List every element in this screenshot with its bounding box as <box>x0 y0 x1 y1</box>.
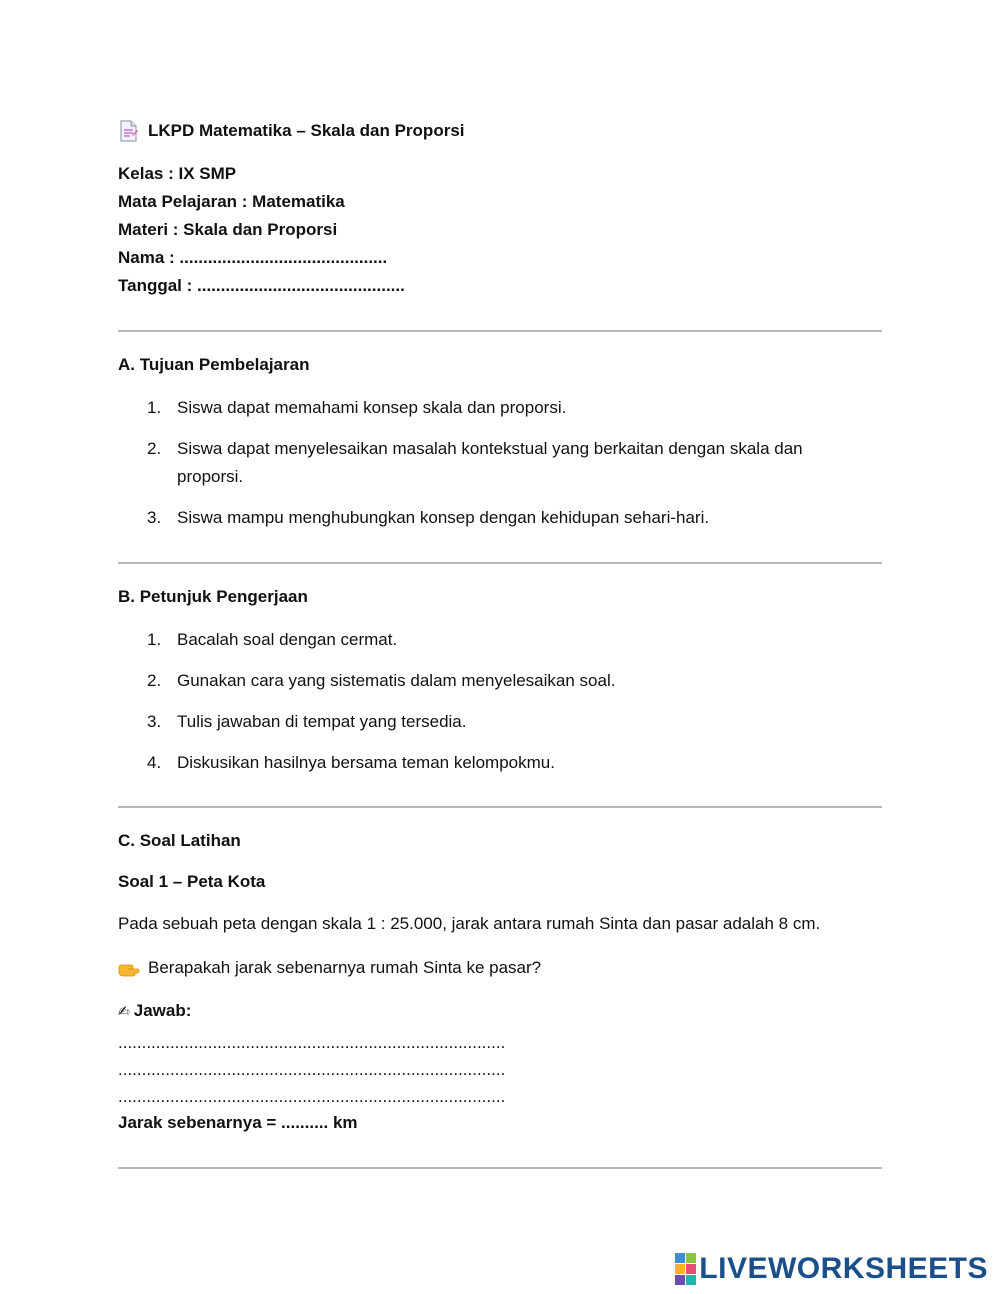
document-icon <box>118 120 138 142</box>
divider <box>118 562 882 564</box>
question-1-text: Berapakah jarak sebenarnya rumah Sinta ke pasar? <box>148 958 542 977</box>
section-c-heading: C. Soal Latihan <box>118 831 241 850</box>
logo-text: LIVEWORKSHEETS <box>699 1252 988 1285</box>
date-field[interactable]: Tanggal : ............................................ <box>118 276 405 295</box>
pointing-hand-icon <box>118 955 140 983</box>
liveworksheets-logo <box>675 1252 988 1286</box>
answer-label: Jawab: <box>133 1001 192 1020</box>
list-item: 4. Diskusikan hasilnya bersama teman kelompokmu. <box>147 753 555 772</box>
subject-field: Mata Pelajaran : Matematika <box>118 192 345 211</box>
learning-objectives-list <box>118 394 858 545</box>
list-item: 3. Siswa mampu menghubungkan konsep dengan kehidupan sehari-hari. <box>147 508 710 527</box>
divider <box>118 1167 882 1169</box>
class-field: Kelas : IX SMP <box>118 164 237 183</box>
logo-mark <box>675 1253 696 1285</box>
answer-line[interactable]: .................................................................................. <box>118 1033 506 1052</box>
answer-line[interactable]: .................................................................................. <box>118 1060 506 1079</box>
student-info <box>118 160 405 300</box>
answer-label-row <box>118 997 191 1025</box>
section-a-heading: A. Tujuan Pembelajaran <box>118 355 310 374</box>
answer-line[interactable]: .................................................................................. <box>118 1087 506 1106</box>
divider <box>118 806 882 808</box>
result-line[interactable]: Jarak sebenarnya = .......... km <box>118 1113 358 1132</box>
list-item: 2. Gunakan cara yang sistematis dalam menyelesaikan soal. <box>147 671 616 690</box>
list-item: 2. Siswa dapat menyelesaikan masalah kontekstual yang berkaitan dengan skala dan proporsi. <box>147 439 803 486</box>
list-item: 1. Siswa dapat memahami konsep skala dan proporsi. <box>147 398 567 417</box>
list-item: 3. Tulis jawaban di tempat yang tersedia. <box>147 712 467 731</box>
worksheet-title-row <box>118 120 465 142</box>
writing-hand-icon: ✍ <box>118 1003 130 1019</box>
section-b-heading: B. Petunjuk Pengerjaan <box>118 587 308 606</box>
question-1-statement: Pada sebuah peta dengan skala 1 : 25.000, jarak antara rumah Sinta dan pasar adalah 8 cm. <box>118 914 821 933</box>
divider <box>118 330 882 332</box>
list-item: 1. Bacalah soal dengan cermat. <box>147 630 398 649</box>
topic-field: Materi : Skala dan Proporsi <box>118 220 338 239</box>
question-1-title: Soal 1 – Peta Kota <box>118 872 266 891</box>
worksheet-title: LKPD Matematika – Skala dan Proporsi <box>148 121 465 140</box>
name-field[interactable]: Nama : ............................................ <box>118 248 388 267</box>
question-1-prompt <box>118 954 541 983</box>
instructions-list <box>118 626 858 790</box>
